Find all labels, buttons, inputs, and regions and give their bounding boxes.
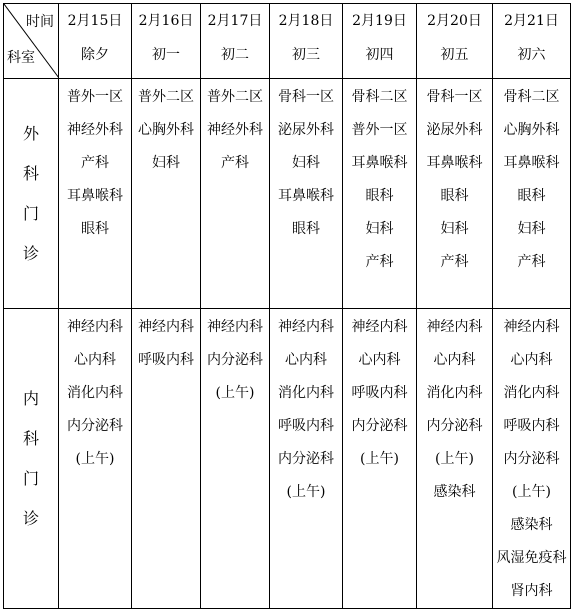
department-item: 心内科 [74, 352, 116, 368]
department-item: 普外二区 [207, 89, 263, 105]
department-item: 产科 [365, 254, 394, 270]
department-item: 妇科 [365, 221, 394, 237]
department-item: (上午) [360, 451, 399, 467]
group-label-char: 内 [22, 388, 39, 408]
department-item: 肾内科 [510, 583, 553, 599]
day-date: 2月18日 [278, 13, 334, 29]
department-item: 神经外科 [207, 122, 263, 138]
day-label: 初六 [517, 47, 546, 63]
day-date: 2月21日 [504, 13, 559, 29]
department-item: 妇科 [440, 221, 469, 237]
department-item: 妇科 [152, 155, 180, 171]
department-group-label [4, 79, 59, 309]
department-item: 呼吸内科 [503, 418, 560, 434]
group-label-char: 外 [22, 123, 39, 143]
department-item: 内分泌科 [278, 451, 334, 467]
day-label: 初一 [152, 47, 180, 63]
department-item: 消化内科 [67, 385, 123, 401]
department-item: 神经内科 [138, 319, 194, 335]
day-label: 初四 [365, 47, 394, 63]
department-item: 产科 [221, 155, 249, 171]
day-header [417, 4, 493, 79]
department-item: 神经内科 [207, 319, 263, 335]
corner-bottom-label: 科室 [7, 50, 35, 66]
department-item: 耳鼻喉科 [503, 155, 560, 171]
day-departments-cell [201, 79, 270, 309]
department-item: 神经内科 [351, 319, 408, 335]
department-item: 妇科 [292, 155, 320, 171]
group-label-char: 科 [22, 163, 39, 183]
department-item: 眼科 [517, 188, 546, 204]
department-item: 内分泌科 [426, 418, 483, 434]
internal-clinic-row [4, 309, 571, 609]
department-item: 耳鼻喉科 [351, 155, 408, 171]
department-item: 产科 [440, 254, 469, 270]
department-item: 骨科二区 [503, 89, 560, 105]
day-date: 2月20日 [427, 13, 482, 29]
department-item: 神经内科 [503, 319, 560, 335]
day-departments-cell [201, 309, 270, 609]
department-item: 内分泌科 [207, 352, 263, 368]
day-departments-cell [132, 309, 201, 609]
department-item: 消化内科 [503, 385, 560, 401]
day-date: 2月17日 [207, 13, 263, 29]
department-item: (上午) [286, 484, 326, 500]
group-label-char: 门 [22, 468, 39, 488]
day-departments-cell [493, 309, 571, 609]
department-item: 普外一区 [67, 89, 123, 105]
department-item: 眼科 [365, 188, 394, 204]
group-label-char: 诊 [22, 508, 39, 528]
department-item: (上午) [512, 484, 551, 500]
group-label-char: 诊 [22, 243, 39, 263]
day-label: 初五 [440, 47, 469, 63]
day-departments-cell [270, 79, 343, 309]
department-item: 心胸外科 [503, 122, 560, 138]
department-item: 骨科二区 [351, 89, 408, 105]
day-departments-cell [132, 79, 201, 309]
day-date: 2月16日 [138, 13, 194, 29]
department-item: 泌尿外科 [426, 122, 483, 138]
day-departments-cell [59, 79, 132, 309]
department-item: 产科 [81, 155, 109, 171]
day-label: 初二 [221, 47, 249, 63]
corner-cell [4, 4, 59, 79]
day-label: 初三 [292, 47, 320, 63]
day-departments-cell [417, 79, 493, 309]
department-item: 泌尿外科 [278, 122, 334, 138]
department-item: 内分泌科 [503, 451, 560, 467]
department-item: 心内科 [510, 352, 553, 368]
department-item: 内分泌科 [67, 418, 123, 434]
department-item: 眼科 [292, 221, 320, 237]
department-group-label [4, 309, 59, 609]
department-item: 普外一区 [351, 122, 408, 138]
day-label: 除夕 [81, 47, 109, 63]
day-header [270, 4, 343, 79]
department-item: 骨科一区 [278, 89, 334, 105]
department-item: 骨科一区 [426, 89, 483, 105]
day-date: 2月15日 [67, 13, 123, 29]
department-item: 呼吸内科 [351, 385, 408, 401]
department-item: 感染科 [433, 484, 476, 500]
group-label-char: 门 [22, 203, 39, 223]
department-item: 神经内科 [278, 319, 334, 335]
department-item: 眼科 [440, 188, 469, 204]
day-header [343, 4, 417, 79]
department-item: 神经内科 [426, 319, 483, 335]
department-item: 产科 [517, 254, 546, 270]
department-item: (上午) [75, 451, 115, 467]
department-item: 耳鼻喉科 [67, 188, 123, 204]
day-header [59, 4, 132, 79]
schedule-table [3, 3, 571, 609]
day-departments-cell [343, 309, 417, 609]
department-item: 心内科 [433, 352, 476, 368]
group-label-char: 科 [22, 428, 39, 448]
day-departments-cell [59, 309, 132, 609]
department-item: 耳鼻喉科 [278, 188, 334, 204]
day-departments-cell [270, 309, 343, 609]
day-date: 2月19日 [352, 13, 407, 29]
day-departments-cell [343, 79, 417, 309]
department-item: 心胸外科 [138, 122, 194, 138]
department-item: 消化内科 [426, 385, 483, 401]
header-row [4, 4, 571, 79]
department-item: 风湿免疫科 [496, 550, 567, 566]
day-header [132, 4, 201, 79]
department-item: 普外二区 [138, 89, 194, 105]
department-item: 神经内科 [67, 319, 123, 335]
department-item: (上午) [215, 385, 255, 401]
day-departments-cell [417, 309, 493, 609]
department-item: 眼科 [81, 221, 109, 237]
department-item: 心内科 [285, 352, 327, 368]
corner-top-label: 时间 [26, 14, 54, 30]
department-item: 呼吸内科 [138, 352, 194, 368]
day-header [493, 4, 571, 79]
department-item: 消化内科 [278, 385, 334, 401]
surgery-clinic-row [4, 79, 571, 309]
department-item: 感染科 [510, 517, 553, 533]
department-item: 心内科 [358, 352, 401, 368]
day-header [201, 4, 270, 79]
department-item: (上午) [435, 451, 474, 467]
department-item: 耳鼻喉科 [426, 155, 483, 171]
day-departments-cell [493, 79, 571, 309]
department-item: 神经外科 [67, 122, 123, 138]
department-item: 呼吸内科 [278, 418, 334, 434]
department-item: 妇科 [517, 221, 546, 237]
department-item: 内分泌科 [351, 418, 408, 434]
